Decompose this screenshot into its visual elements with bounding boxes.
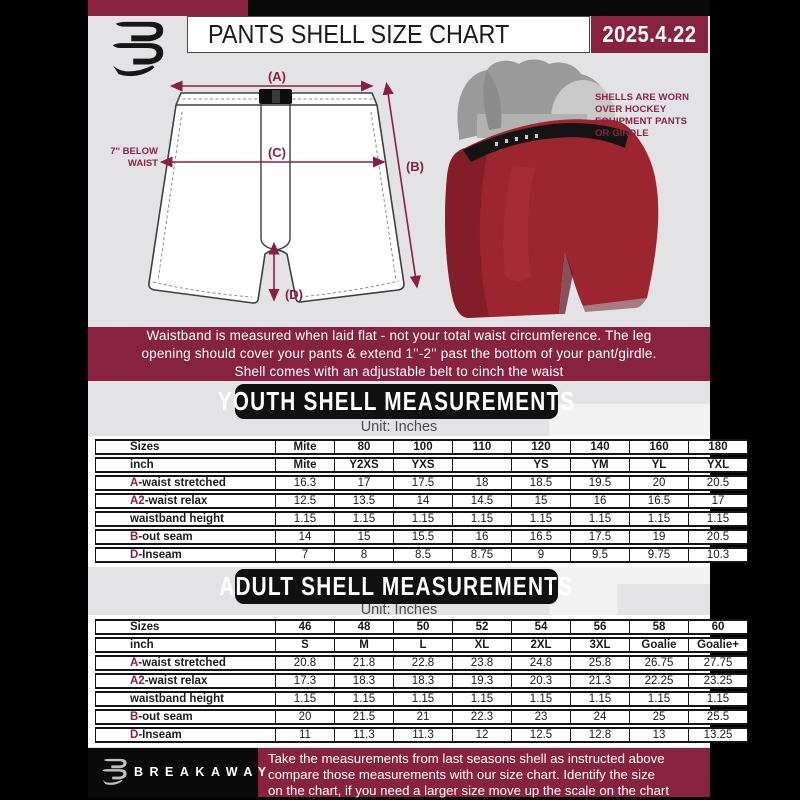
size-cell: 21: [394, 709, 453, 725]
size-cell: 56: [571, 619, 630, 635]
size-cell: 21.3: [571, 673, 630, 689]
size-cell: 12: [453, 727, 512, 743]
table-row: [95, 637, 748, 653]
brand-wordmark: BREAKAWAY: [134, 765, 273, 779]
row-label: A-waist stretched: [95, 475, 276, 491]
photo-note: [595, 92, 715, 140]
size-cell: 1.15: [630, 511, 689, 527]
photo-note-line: OVER HOCKEY: [595, 104, 667, 115]
table-row: [95, 673, 748, 689]
size-cell: 100: [394, 439, 453, 455]
footer-line: Take the measurements from last seasons shell as instructed above: [268, 751, 665, 766]
size-cell: 18: [453, 475, 512, 491]
size-cell: 15.5: [394, 529, 453, 545]
table-row: [95, 709, 748, 725]
size-cell: 46: [276, 619, 335, 635]
size-cell: 12.5: [512, 727, 571, 743]
row-label: inch: [95, 637, 276, 653]
size-cell: 14: [276, 529, 335, 545]
size-cell: 23.25: [689, 673, 748, 689]
table-row: [95, 655, 748, 671]
size-cell: 1.15: [335, 511, 394, 527]
size-cell: 14.5: [453, 493, 512, 509]
size-cell: 20.5: [689, 529, 748, 545]
table-row: [95, 547, 748, 563]
row-label: waistband height: [95, 691, 276, 707]
size-cell: 25: [630, 709, 689, 725]
table-row: [95, 439, 748, 455]
size-cell: Mite: [276, 457, 335, 473]
size-cell: 48: [335, 619, 394, 635]
size-cell: 26.75: [630, 655, 689, 671]
size-cell: 1.15: [394, 691, 453, 707]
size-cell: 3XL: [571, 637, 630, 653]
info-banner: [88, 327, 710, 381]
size-cell: 8.5: [394, 547, 453, 563]
size-cell: Y2XS: [335, 457, 394, 473]
size-cell: 1.15: [630, 691, 689, 707]
size-cell: 160: [630, 439, 689, 455]
size-cell: 1.15: [394, 511, 453, 527]
table-row: [95, 619, 748, 635]
size-cell: 52: [453, 619, 512, 635]
size-cell: 17.5: [571, 529, 630, 545]
size-cell: 58: [630, 619, 689, 635]
size-cell: YXL: [689, 457, 748, 473]
size-cell: Goalie+: [689, 637, 748, 653]
size-cell: 18.5: [512, 475, 571, 491]
table-row: [95, 529, 748, 545]
size-cell: YXS: [394, 457, 453, 473]
size-cell: 19.3: [453, 673, 512, 689]
size-cell: 12.5: [276, 493, 335, 509]
size-cell: 14: [394, 493, 453, 509]
size-cell: 18.3: [335, 673, 394, 689]
size-cell: 17.5: [394, 475, 453, 491]
size-cell: 25.5: [689, 709, 748, 725]
size-cell: 1.15: [453, 511, 512, 527]
size-cell: 1.15: [689, 691, 748, 707]
size-cell: 24: [571, 709, 630, 725]
row-label: D-Inseam: [95, 727, 276, 743]
size-cell: 19: [630, 529, 689, 545]
size-cell: 80: [335, 439, 394, 455]
footer-line: compare those measurements with our size chart. Identify the size: [268, 766, 656, 782]
size-cell: XL: [453, 637, 512, 653]
waist-note-line: WAIST: [127, 158, 158, 169]
row-label: Sizes: [95, 439, 276, 455]
size-cell: 9.5: [571, 547, 630, 563]
size-cell: 1.15: [571, 691, 630, 707]
size-cell: 22.8: [394, 655, 453, 671]
size-cell: 2XL: [512, 637, 571, 653]
size-cell: 20: [630, 475, 689, 491]
youth-section-banner: [217, 384, 576, 419]
size-cell: 120: [512, 439, 571, 455]
size-cell: M: [335, 637, 394, 653]
size-cell: 11: [276, 727, 335, 743]
row-label: inch: [95, 457, 276, 473]
size-cell: Mite: [276, 439, 335, 455]
size-cell: 23.8: [453, 655, 512, 671]
size-cell: 1.15: [689, 511, 748, 527]
size-cell: 1.15: [276, 511, 335, 527]
size-cell: 16.5: [630, 493, 689, 509]
row-label: D-Inseam: [95, 547, 276, 563]
size-cell: 50: [394, 619, 453, 635]
size-cell: 110: [453, 439, 512, 455]
page-title-box: [187, 16, 590, 53]
size-cell: 13: [630, 727, 689, 743]
size-cell: 180: [689, 439, 748, 455]
youth-size-table: [95, 437, 748, 565]
row-label: B-out seam: [95, 529, 276, 545]
info-banner-line: Shell comes with an adjustable belt to cinch the waist: [234, 364, 564, 379]
adult-unit-label: Unit: Inches: [360, 602, 438, 618]
size-cell: 12.8: [571, 727, 630, 743]
size-cell: 27.75: [689, 655, 748, 671]
size-cell: 9.75: [630, 547, 689, 563]
table-row: [95, 475, 748, 491]
size-cell: 23: [512, 709, 571, 725]
size-cell: 16: [453, 529, 512, 545]
row-label: B-out seam: [95, 709, 276, 725]
size-cell: 1.15: [512, 511, 571, 527]
size-cell: 15: [335, 529, 394, 545]
row-label: Sizes: [95, 619, 276, 635]
footer-line: on the chart, if you need a larger size move up the scale on the chart: [268, 782, 669, 798]
size-cell: 13.5: [335, 493, 394, 509]
adult-heading: ADULT SHELL MEASUREMENTS: [219, 571, 574, 601]
info-banner-line: opening should cover your pants & extend 1''-2'' past the bottom of your pant/girdle.: [141, 346, 657, 361]
size-cell: L: [394, 637, 453, 653]
dim-label-a: (A): [267, 69, 287, 84]
adult-size-table: [95, 617, 748, 745]
size-cell: 1.15: [453, 691, 512, 707]
size-cell: 17: [689, 493, 748, 509]
row-label: waistband height: [95, 511, 276, 527]
photo-note-line: SHELLS ARE WORN: [595, 92, 690, 103]
size-cell: 20.5: [689, 475, 748, 491]
size-cell: 1.15: [512, 691, 571, 707]
size-cell: 8.75: [453, 547, 512, 563]
size-cell: 20: [276, 709, 335, 725]
youth-unit-label: Unit: Inches: [360, 419, 438, 435]
size-cell: 11.3: [335, 727, 394, 743]
date-text: 2025.4.22: [602, 21, 697, 47]
info-banner-line: Waistband is measured when laid flat - not your total waist circumference. The leg: [146, 328, 652, 343]
size-cell: 13.25: [689, 727, 748, 743]
size-cell: 140: [571, 439, 630, 455]
size-cell: 7: [276, 547, 335, 563]
size-cell: 22.25: [630, 673, 689, 689]
size-cell: 1.15: [571, 511, 630, 527]
photo-note-line: EQUIPMENT PANTS: [595, 116, 688, 127]
size-cell: Goalie: [630, 637, 689, 653]
size-cell: 25.8: [571, 655, 630, 671]
youth-heading: YOUTH SHELL MEASUREMENTS: [217, 386, 576, 416]
shorts-measurement-diagram: [100, 60, 440, 315]
footer-instructions: [268, 751, 708, 798]
page-title: PANTS SHELL SIZE CHART: [208, 19, 510, 49]
size-cell: [453, 457, 512, 473]
size-cell: 16.3: [276, 475, 335, 491]
size-cell: 18.3: [394, 673, 453, 689]
size-cell: 10.3: [689, 547, 748, 563]
top-strip-accent: [88, 0, 248, 16]
table-row: [95, 493, 748, 509]
dim-label-c: (C): [267, 145, 287, 160]
dim-label-d: (D): [284, 287, 304, 302]
size-cell: S: [276, 637, 335, 653]
size-cell: 60: [689, 619, 748, 635]
size-cell: 20.3: [512, 673, 571, 689]
size-cell: YL: [630, 457, 689, 473]
row-label: A2-waist relax: [95, 673, 276, 689]
size-cell: YS: [512, 457, 571, 473]
size-cell: 16.5: [512, 529, 571, 545]
waist-note: [98, 146, 158, 170]
row-label: A-waist stretched: [95, 655, 276, 671]
size-cell: 16: [571, 493, 630, 509]
photo-note-line: OR GIRDLE: [595, 128, 649, 139]
size-cell: 24.8: [512, 655, 571, 671]
size-cell: 17.3: [276, 673, 335, 689]
breakaway-b-logo-icon: [102, 755, 128, 787]
table-row: [95, 511, 748, 527]
waist-note-line: 7'' BELOW: [110, 146, 158, 157]
size-cell: 19.5: [571, 475, 630, 491]
size-cell: 22.3: [453, 709, 512, 725]
size-cell: 8: [335, 547, 394, 563]
size-cell: 17: [335, 475, 394, 491]
table-row: [95, 727, 748, 743]
size-cell: 11.3: [394, 727, 453, 743]
size-cell: 15: [512, 493, 571, 509]
row-label: A2-waist relax: [95, 493, 276, 509]
size-cell: 1.15: [276, 691, 335, 707]
date-badge: [591, 16, 708, 53]
dim-label-b: (B): [405, 159, 425, 174]
table-row: [95, 691, 748, 707]
size-cell: 54: [512, 619, 571, 635]
size-cell: 21.8: [335, 655, 394, 671]
size-cell: 1.15: [335, 691, 394, 707]
size-cell: 20.8: [276, 655, 335, 671]
size-cell: YM: [571, 457, 630, 473]
table-row: [95, 457, 748, 473]
adult-section-banner: [219, 569, 574, 604]
size-cell: 21.5: [335, 709, 394, 725]
size-cell: 9: [512, 547, 571, 563]
